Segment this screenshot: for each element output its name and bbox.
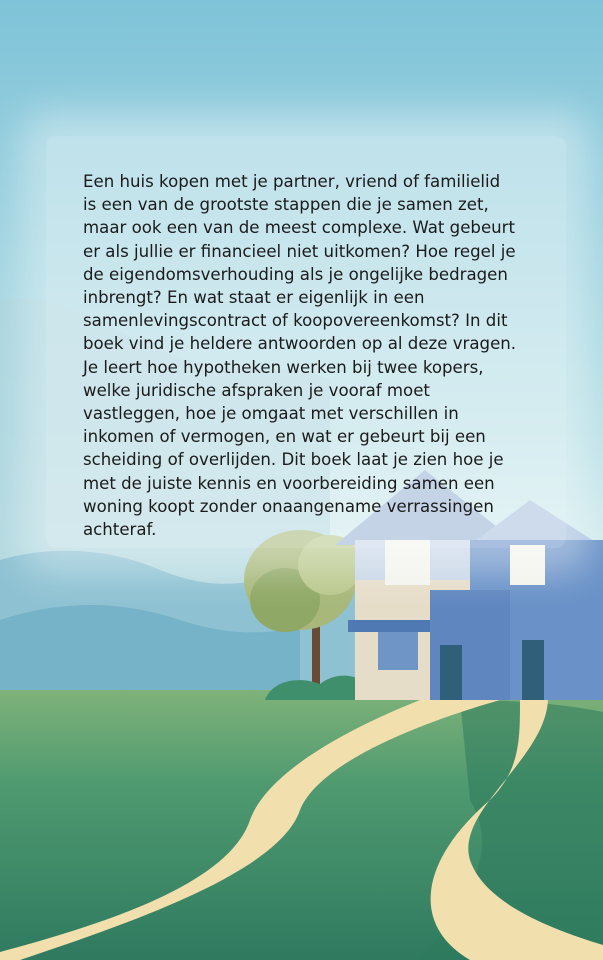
blurb-line: inbrengt? En wat staat er eigenlijk in een [83, 288, 425, 308]
blurb-line: inkomen of vermogen, en wat er gebeurt bij een [83, 427, 486, 447]
blurb-line: Je leert hoe hypotheken werken bij twee kopers, [83, 357, 484, 377]
blurb-line: achteraf. [83, 520, 157, 540]
blurb-line: er als jullie er financieel niet uitkomen? Hoe regel je [83, 241, 516, 261]
blurb-line: woning koopt zonder onaangename verrassingen [83, 496, 494, 516]
blurb-line: boek vind je heldere antwoorden op al deze vragen. [83, 334, 517, 354]
blurb-line: is een van de grootste stappen die je samen zet, [83, 195, 489, 215]
blurb-line: maar ook een van de meest complexe. Wat gebeurt [83, 218, 515, 238]
blurb-line: de eigendomsverhouding als je ongelijke bedragen [83, 264, 508, 284]
back-cover-blurb [83, 170, 553, 541]
blurb-line: met de juiste kennis en voorbereiding samen een [83, 473, 495, 493]
blurb-line: samenlevingscontract of koopovereenkomst? In dit [83, 311, 508, 331]
blurb-line: scheiding of overlijden. Dit boek laat je zien hoe je [83, 450, 504, 470]
blurb-line: Een huis kopen met je partner, vriend of familielid [83, 172, 501, 191]
blurb-line: vastleggen, hoe je omgaat met verschillen in [83, 404, 459, 424]
blurb-line: welke juridische afspraken je vooraf moet [83, 380, 430, 400]
